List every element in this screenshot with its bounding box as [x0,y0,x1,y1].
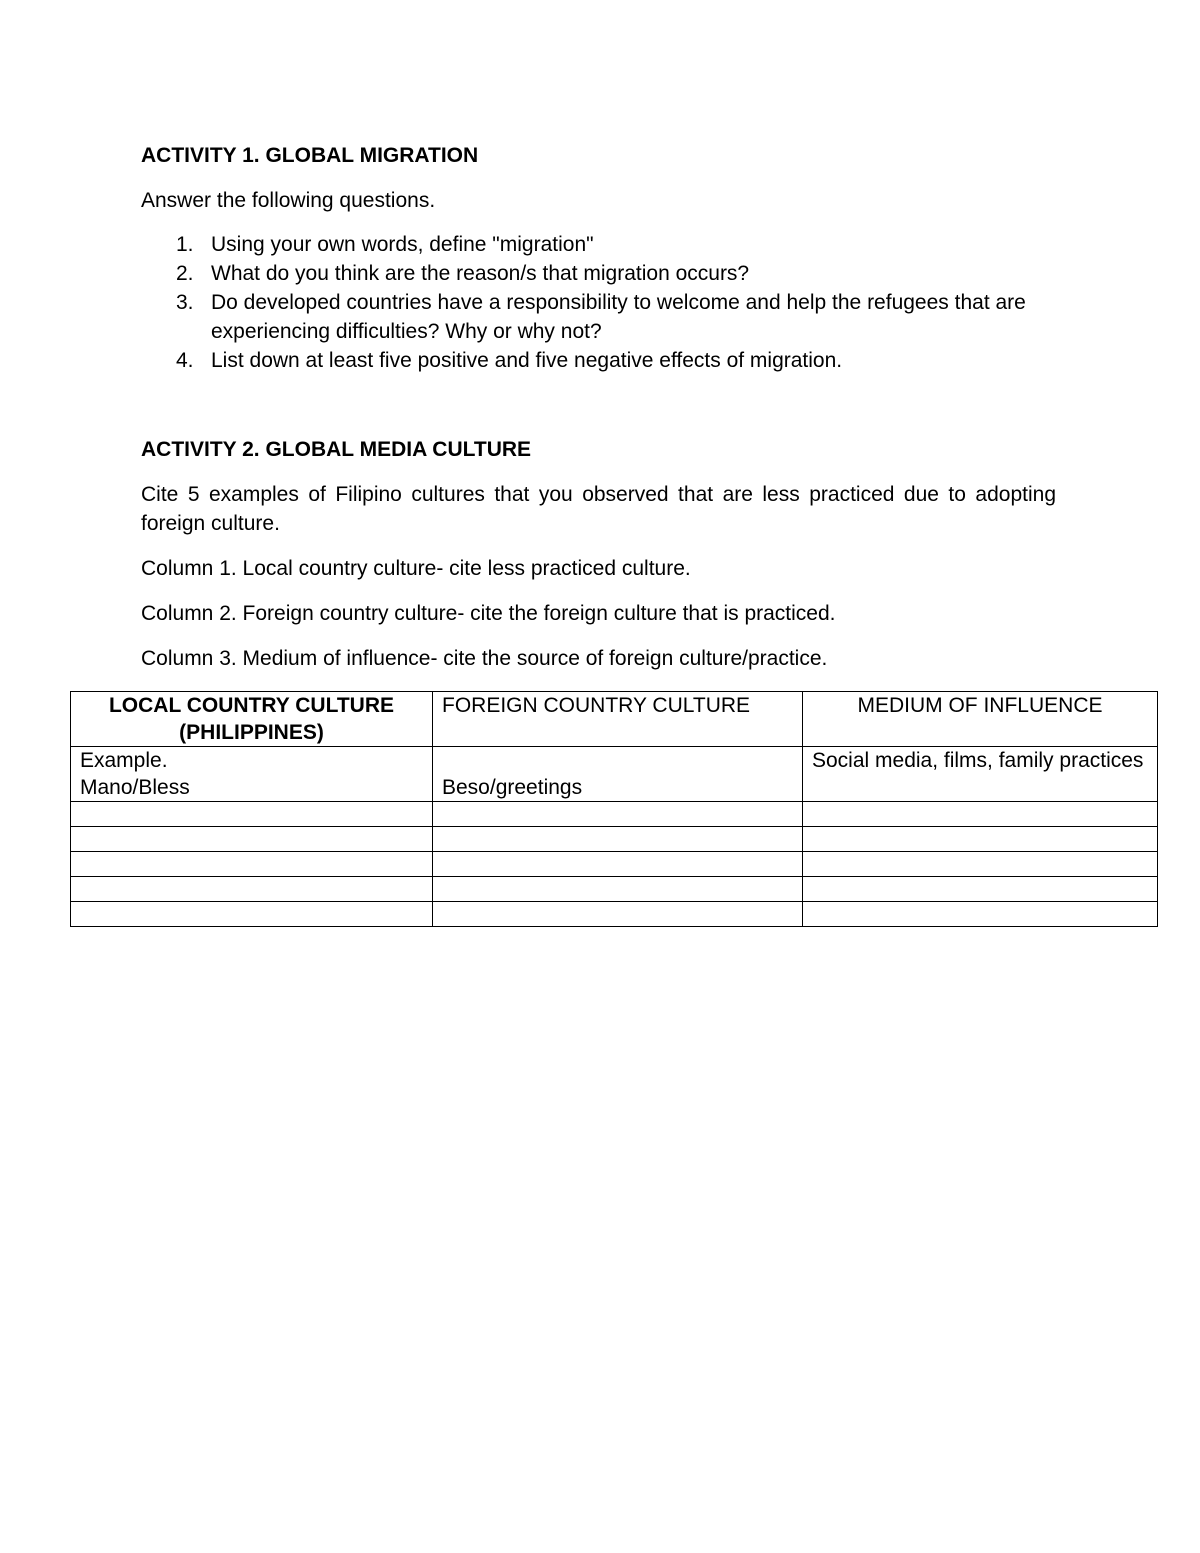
example-label: Example. [80,749,168,772]
table-row-example [71,747,1158,802]
question-number: 1. [176,233,194,256]
answer-cell-medium[interactable] [803,802,1158,827]
answer-cell-foreign[interactable] [433,802,803,827]
table-row [71,877,1158,902]
example-foreign-cell: Beso/greetings [433,747,803,802]
table-header-row [71,692,1158,747]
activity2-title: ACTIVITY 2. GLOBAL MEDIA CULTURE [141,438,532,461]
table-row [71,902,1158,927]
answer-cell-foreign[interactable] [433,902,803,927]
column-description-3: Column 3. Medium of influence- cite the source of foreign culture/practice. [141,647,828,670]
column-description-1: Column 1. Local country culture- cite less practiced culture. [141,557,691,580]
question-text: What do you think are the reason/s that migration occurs? [211,262,750,285]
example-local-value: Mano/Bless [80,776,190,799]
answer-cell-foreign[interactable] [433,852,803,877]
question-number: 4. [176,349,194,372]
question-number: 2. [176,262,194,285]
question-item [141,288,1056,346]
activity1-instruction: Answer the following questions. [141,189,436,212]
answer-cell-foreign[interactable] [433,877,803,902]
answer-cell-medium[interactable] [803,827,1158,852]
answer-cell-local[interactable] [71,852,433,877]
worksheet-page [141,141,1056,673]
question-text: List down at least five positive and five negative effects of migration. [211,349,843,372]
question-item [141,346,1056,375]
question-item [141,259,1056,288]
answer-cell-local[interactable] [71,802,433,827]
header-medium-of-influence: MEDIUM OF INFLUENCE [803,692,1158,747]
header-local-culture [71,692,433,747]
answer-cell-medium[interactable] [803,877,1158,902]
table-row [71,852,1158,877]
question-text: Using your own words, define "migration" [211,233,594,256]
answer-cell-local[interactable] [71,902,433,927]
answer-cell-local[interactable] [71,827,433,852]
answer-cell-medium[interactable] [803,852,1158,877]
header-foreign-culture: FOREIGN COUNTRY CULTURE [433,692,803,747]
header-local-line1: LOCAL COUNTRY CULTURE [108,694,395,717]
header-local-line2: (PHILIPPINES) [179,721,324,744]
answer-cell-local[interactable] [71,877,433,902]
table-row [71,802,1158,827]
question-text: Do developed countries have a responsibility to welcome and help the refugees that are experiencing difficulties? Why or why not? [211,291,1026,343]
answer-cell-foreign[interactable] [433,827,803,852]
activity1-title: ACTIVITY 1. GLOBAL MIGRATION [141,144,479,167]
example-local-cell [71,747,433,802]
table-row [71,827,1158,852]
culture-table [70,691,1158,927]
activity2-instruction: Cite 5 examples of Filipino cultures that you observed that are less practiced due to adopting foreign culture. [141,483,1056,535]
activity1-question-list [141,230,1056,375]
column-description-2: Column 2. Foreign country culture- cite the foreign culture that is practiced. [141,602,836,625]
question-item [141,230,1056,259]
answer-cell-medium[interactable] [803,902,1158,927]
example-medium-cell: Social media, films, family practices [803,747,1158,802]
question-number: 3. [176,291,194,314]
